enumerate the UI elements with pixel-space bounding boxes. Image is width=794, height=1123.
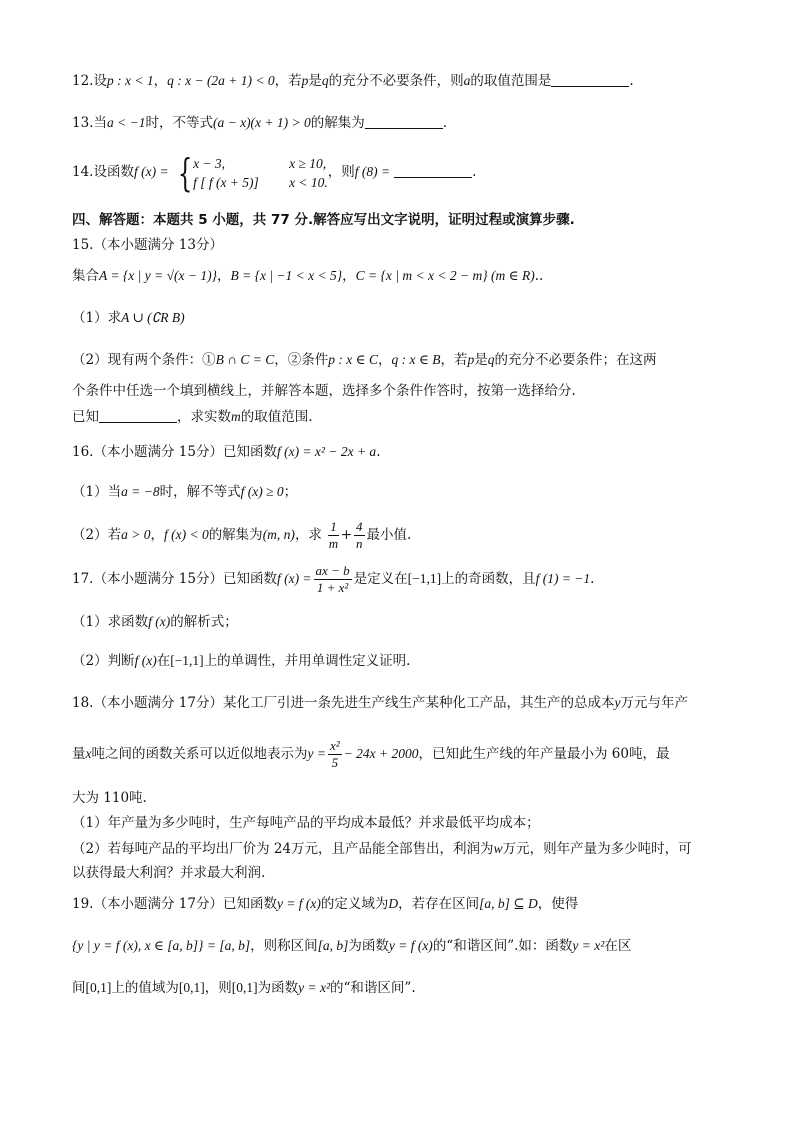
q16-text: （1）当 xyxy=(72,484,122,500)
q18-text: 量 xyxy=(72,746,86,762)
q19-text: 的“和谐区间”.如：函数 xyxy=(432,938,573,954)
q15-text: 集合 xyxy=(72,268,99,284)
question-16 xyxy=(72,443,722,461)
question-18 xyxy=(72,694,722,712)
q17-frac-den: 1 + x² xyxy=(316,580,349,595)
q16-text: 的解集为 xyxy=(208,527,263,543)
q15-text: 的取值范围. xyxy=(240,409,313,425)
q19-interval: [0,1] xyxy=(231,980,258,995)
question-12 xyxy=(72,72,722,90)
q12-text: ，若 xyxy=(274,73,302,89)
q16-frac1-den: m xyxy=(328,536,339,551)
q17-text: 是定义在 xyxy=(353,571,408,587)
q19-function-x2: y = x² xyxy=(298,980,331,995)
q15-p2-label: （2）现有两个条件：① xyxy=(72,352,216,368)
q15-text: ，求实数 xyxy=(177,409,231,425)
q16-frac2-num: 4 xyxy=(356,519,363,534)
q18-rest: − 24x + 2000 xyxy=(343,746,419,761)
q16-part-1 xyxy=(72,483,722,501)
q16-p2-cond: a > 0 xyxy=(121,527,151,542)
q15-p1-label: （1）求 xyxy=(72,310,122,326)
q15-end: .. xyxy=(534,268,544,284)
q19-line-3 xyxy=(72,979,722,997)
q17-header: 17.（本小题满分 15分）已知函数 xyxy=(72,571,277,587)
q16-function: f (x) = x² − 2x + a xyxy=(276,444,377,459)
q16-text: ； xyxy=(283,484,298,500)
q15-p2-p: p : x ∈ C xyxy=(328,352,378,367)
q15-text: 的充分不必要条件；在这两 xyxy=(494,352,657,368)
q19-var: D xyxy=(388,896,399,911)
q15-text: ，②条件 xyxy=(274,352,329,368)
q12-answer-blank[interactable] xyxy=(551,72,629,87)
q16-text: （2）若 xyxy=(72,527,122,543)
q15-sets xyxy=(72,267,722,285)
q13-text: 当 xyxy=(93,115,107,131)
q17-text: 在 xyxy=(156,653,171,669)
q15-p2-cond1: B ∩ C = C xyxy=(215,352,275,367)
q13-condition: a < −1 xyxy=(106,115,146,130)
q19-text: 间 xyxy=(72,980,86,996)
q15-p1-expr: A ∪ (∁R B) xyxy=(121,310,185,325)
q15-header: 15.（本小题满分 13分） xyxy=(72,237,223,253)
q15-text: 已知 xyxy=(72,409,99,425)
q15-text: 是 xyxy=(474,352,488,368)
q18-var: w xyxy=(493,841,503,856)
q15-text: ，若 xyxy=(440,352,468,368)
q16-frac2-den: n xyxy=(356,536,363,551)
question-17 xyxy=(72,562,722,598)
q17-text: 上的奇函数，且 xyxy=(441,571,536,587)
q17-text: 的解析式； xyxy=(170,614,238,630)
q17-interval: [−1,1] xyxy=(407,571,442,586)
q17-part-2 xyxy=(72,652,722,670)
q12-text: 的取值范围是 xyxy=(470,73,552,89)
q18-part-1: （1）年产量为多少吨时，生产每吨产品的平均成本最低？并求最低平均成本； xyxy=(72,815,540,831)
q12-q-condition: q : x − (2a + 1) < 0 xyxy=(167,73,275,88)
q18-text: ，已知此生产线的年产量最小为 60吨，最 xyxy=(418,746,670,762)
brace-icon: { xyxy=(177,150,193,195)
q18-var: x xyxy=(85,746,92,761)
q17-part-1 xyxy=(72,613,722,631)
q19-text: 上的值域为 xyxy=(111,980,179,996)
q19-interval: [a, b] xyxy=(317,938,349,953)
q15-var: q xyxy=(487,352,495,367)
q15-sep: ， xyxy=(377,352,392,368)
q19-text: ，若存在区间 xyxy=(398,896,480,912)
q16-p1-cond: a = −8 xyxy=(121,484,160,499)
q16-text: 时，解不等式 xyxy=(159,484,241,500)
q15-condition-blank[interactable] xyxy=(99,408,177,423)
section-4-heading: 四、解答题：本题共 5 小题，共 77 分.解答应写出文字说明，证明过程或演算步骤. xyxy=(72,212,575,228)
q14-text: 设函数 xyxy=(93,164,134,180)
q14-answer-blank[interactable] xyxy=(394,163,472,178)
q12-p-condition: p : x < 1 xyxy=(106,73,154,88)
q15-var: m xyxy=(231,409,241,424)
q19-text: 为函数 xyxy=(348,938,389,954)
q17-text: 上的单调性，并用单调性定义证明. xyxy=(203,653,411,669)
q17-fraction xyxy=(314,563,352,596)
q19-text: 的定义域为 xyxy=(320,896,389,912)
q15-var: p xyxy=(467,352,475,367)
question-13 xyxy=(72,114,722,132)
q19-text: ，则 xyxy=(204,980,232,996)
q13-text: 的解集为 xyxy=(310,115,365,131)
q18-text: 18.（本小题满分 17分）某化工厂引进一条先进生产线生产某种化工产品，其生产的总成本 xyxy=(72,695,615,711)
q16-p2-ineq: f (x) < 0 xyxy=(163,527,209,542)
q14-case2-expr: f [ f (x + 5)] xyxy=(193,174,259,190)
q18-frac-den: 5 xyxy=(331,755,339,770)
q19-text: ，使得 xyxy=(537,896,579,912)
q16-header: 16.（本小题满分 15分）已知函数 xyxy=(72,444,277,460)
q17-fx: f (x) xyxy=(134,653,157,668)
q17-condition: f (1) = −1 xyxy=(535,571,591,586)
q17-text: （1）求函数 xyxy=(72,614,149,630)
q13-inequality: (a − x)(x + 1) > 0 xyxy=(212,115,311,130)
q18-text: （2）若每吨产品的平均出厂价为 24万元，且产品能全部售出，利润为 xyxy=(72,841,494,857)
q16-end: . xyxy=(376,444,381,460)
q16-p2-interval: (m, n) xyxy=(262,527,295,542)
q17-end: . xyxy=(590,571,595,587)
q13-answer-blank[interactable] xyxy=(365,114,443,129)
q16-fraction-1 xyxy=(328,519,339,552)
q12-var: p xyxy=(301,73,309,88)
q13-number: 13. xyxy=(72,115,94,131)
q15-part-2-line2: 个条件中任选一个填到横线上，并解答本题，选择多个条件作答时，按第一选择给分. xyxy=(72,383,576,399)
q12-var: a xyxy=(463,73,471,88)
q18-line-2 xyxy=(72,736,722,774)
q12-text: 设 xyxy=(93,73,107,89)
q14-case1-expr: x − 3, xyxy=(193,155,226,171)
q19-interval: [0,1] xyxy=(85,980,112,995)
q16-text: 最小值. xyxy=(366,527,412,543)
q19-interval: [0,1] xyxy=(178,980,205,995)
q13-text: 时，不等式 xyxy=(145,115,213,131)
q18-text: 万元与年产 xyxy=(620,695,688,711)
q17-fx: f (x) xyxy=(148,614,171,629)
q19-line-2 xyxy=(72,937,722,955)
q19-interval-subset: [a, b] ⊆ D xyxy=(479,896,538,911)
q13-end: . xyxy=(442,115,448,131)
q18-fraction xyxy=(328,738,342,771)
q14-text: ，则 xyxy=(327,164,355,180)
q12-sep: ， xyxy=(153,73,168,89)
q16-sep: ， xyxy=(150,527,164,543)
q16-text: ，求 xyxy=(294,527,322,543)
q17-text: （2）判断 xyxy=(72,653,135,669)
q19-text: 的“和谐区间”. xyxy=(330,980,416,996)
q18-text: 吨之间的函数关系可以近似地表示为 xyxy=(91,746,308,762)
q18-lhs: y = xyxy=(307,746,326,761)
q19-function-x2: y = x² xyxy=(572,938,605,953)
q17-frac-num: ax − b xyxy=(315,563,350,578)
q12-text: 的充分不必要条件，则 xyxy=(328,73,464,89)
q18-line-3: 大为 110吨. xyxy=(72,790,147,806)
q16-p1-ineq: f (x) ≥ 0 xyxy=(240,484,284,499)
q19-set-expression: {y | y = f (x), x ∈ [a, b]} = [a, b] xyxy=(72,938,251,953)
q14-case1-cond: x ≥ 10, xyxy=(289,155,327,171)
q19-function: y = f (x) xyxy=(388,938,433,953)
q16-part-2 xyxy=(72,518,722,554)
q19-text: 为函数 xyxy=(257,980,299,996)
q12-end: . xyxy=(629,73,634,89)
q15-set-b: B = {x | −1 < x < 5} xyxy=(230,268,343,283)
q18-text: 万元，则年产量为多少吨时，可 xyxy=(502,841,692,857)
question-14 xyxy=(72,152,722,194)
q17-function-lhs: f (x) = xyxy=(276,571,312,586)
q19-function: y = f (x) xyxy=(276,896,321,911)
q16-plus: + xyxy=(340,527,353,543)
q15-part-2-line3 xyxy=(72,408,722,426)
q18-frac-num: x² xyxy=(329,738,340,753)
q16-frac1-num: 1 xyxy=(330,519,337,534)
q19-text: ，则称区间 xyxy=(250,938,318,954)
q12-var: q xyxy=(321,73,329,88)
q16-fraction-2 xyxy=(354,519,365,552)
q14-cases xyxy=(193,154,328,192)
q15-sep: ， xyxy=(342,268,356,284)
q14-f8: f (8) = xyxy=(354,164,391,179)
q14-function-lhs: f (x) = xyxy=(133,164,169,179)
q17-interval: [−1,1] xyxy=(170,653,204,668)
q15-part-1 xyxy=(72,309,722,327)
q15-sep: ， xyxy=(216,268,231,284)
question-19 xyxy=(72,895,722,913)
q14-number: 14. xyxy=(72,164,94,180)
q14-end: . xyxy=(472,164,477,180)
q19-text: 在区 xyxy=(604,938,632,954)
q15-set-c: C = {x | m < x < 2 − m} (m ∈ R) xyxy=(355,268,535,283)
q12-number: 12. xyxy=(72,73,94,89)
q15-part-2 xyxy=(72,351,722,369)
q14-case2-cond: x < 10. xyxy=(289,174,328,190)
q15-set-a: A = {x | y = √(x − 1)} xyxy=(99,268,217,283)
q15-p2-q: q : x ∈ B xyxy=(391,352,441,367)
q18-part-2-line2: 以获得最大利润？并求最大利润. xyxy=(72,865,266,881)
q18-part-2 xyxy=(72,840,722,858)
q18-var: y xyxy=(614,695,621,710)
q19-text: 19.（本小题满分 17分）已知函数 xyxy=(72,896,277,912)
q14-piecewise xyxy=(173,150,328,195)
q12-text: 是 xyxy=(308,73,322,89)
